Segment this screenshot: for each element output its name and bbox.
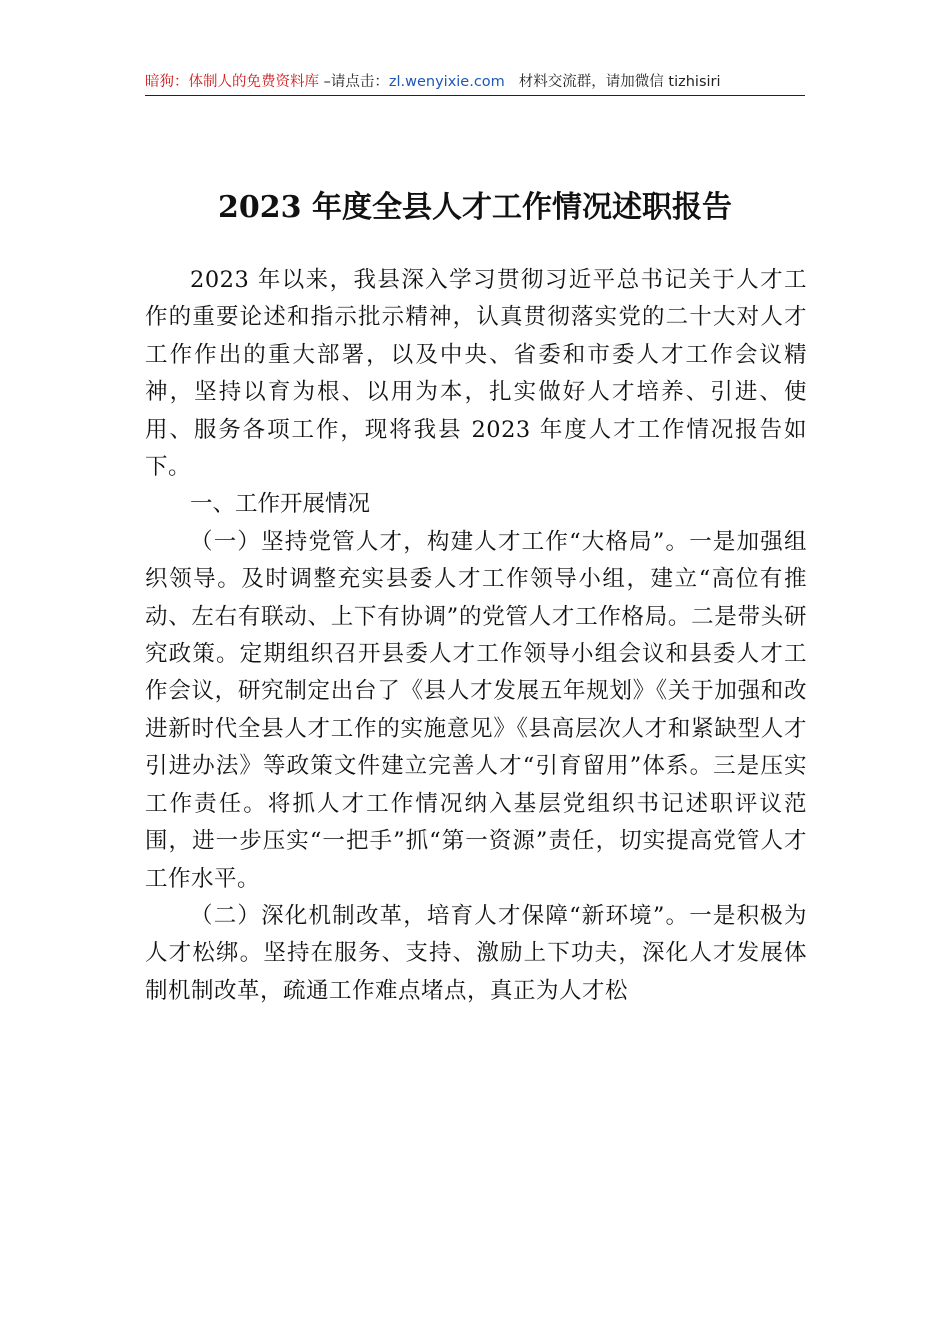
intro-paragraph: 2023 年以来，我县深入学习贯彻习近平总书记关于人才工作的重要论述和指示批示精神，认真贯彻落实党的二十大对人才工作作出的重大部署，以及中央、省委和市委人才工作会议精神，坚持以育为根、以用为本，扎实做好人才培养、引进、使用、服务各项工作，现将我县 2023 年度人才工作情况报告如下。 [145, 267, 807, 481]
header-site-name: 暗狗：体制人的免费资料库 [145, 74, 319, 90]
section-1-paragraph: （一）坚持党管人才，构建人才工作“大格局”。一是加强组织领导。及时调整充实县委人才工作领导小组，建立“高位有推动、左右有联动、上下有协调”的党管人才工作格局。二是带头研究政策。定期组织召开县委人才工作领导小组会议和县委人才工作会议，研究制定出台了《县人才发展五年规划》《关于加强和改进新时代全县人才工作的实施意见》《县高层次人才和紧缺型人才引进办法》等政策文件建立完善人才“引育留用”体系。三是压实工作责任。将抓人才工作情况纳入基层党组织书记述职评议范围，进一步压实“一把手”抓“第一资源”责任，切实提高党管人才工作水平。 [145, 528, 807, 892]
section-heading-1: 一、工作开展情况 [190, 491, 371, 518]
header-click-prompt: –请点击： [319, 74, 389, 90]
page-header [145, 70, 805, 94]
section-2-paragraph: （二）深化机制改革，培育人才保障“新环境”。一是积极为人才松绑。坚持在服务、支持、激励上下功夫，深化人才发展体制机制改革，疏通工作难点堵点，真正为人才松 [145, 902, 807, 1004]
header-wechat-note: 材料交流群，请加微信 tizhisiri [518, 74, 721, 90]
header-url-link[interactable]: zl.wenyixie.com [388, 74, 505, 90]
header-divider [145, 95, 805, 96]
document-title: 2023 年度全县人才工作情况述职报告 [218, 190, 732, 226]
document-body [145, 262, 807, 1010]
